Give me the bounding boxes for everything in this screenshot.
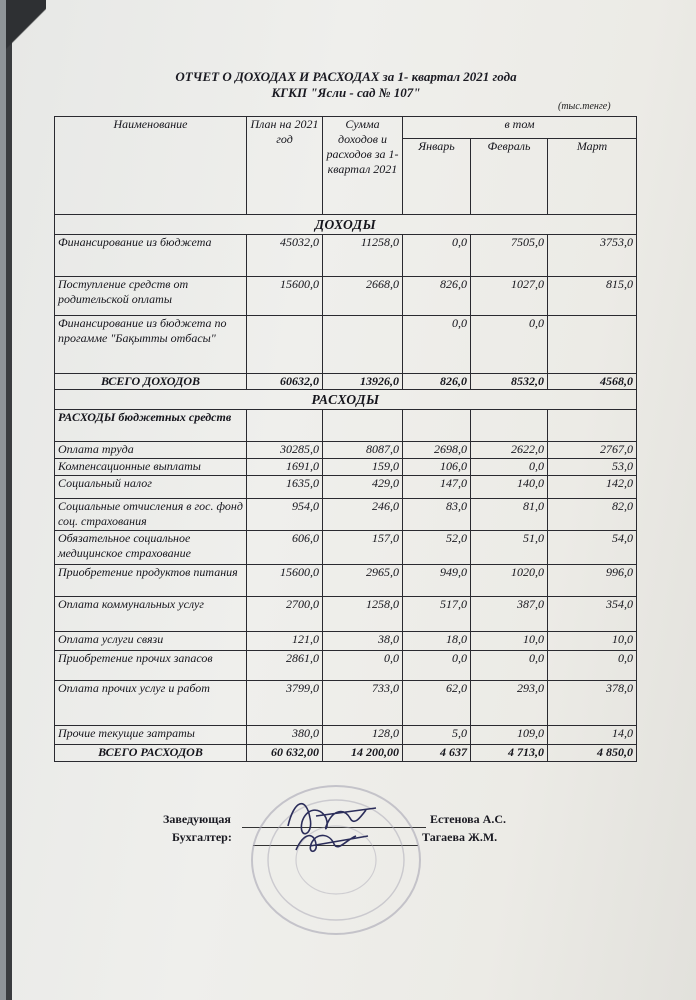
cell-mar: 54,0 xyxy=(548,531,637,565)
cell-plan: 2861,0 xyxy=(247,651,323,681)
cell-jan: 949,0 xyxy=(403,565,471,597)
cell-sum: 11258,0 xyxy=(323,235,403,277)
table-row xyxy=(55,316,637,374)
cell-mar: 4 850,0 xyxy=(548,745,637,762)
row-label: Оплата прочих услуг и работ xyxy=(55,681,247,726)
cell-mar: 82,0 xyxy=(548,499,637,531)
table-row xyxy=(55,632,637,651)
cell-sum: 157,0 xyxy=(323,531,403,565)
income-section-title: ДОХОДЫ xyxy=(55,215,637,235)
cell-plan: 1635,0 xyxy=(247,476,323,499)
cell-mar xyxy=(548,316,637,374)
cell-jan: 0,0 xyxy=(403,235,471,277)
cell-sum: 8087,0 xyxy=(323,442,403,459)
row-label: ВСЕГО ДОХОДОВ xyxy=(55,374,247,390)
cell-sum: 733,0 xyxy=(323,681,403,726)
cell-mar: 2767,0 xyxy=(548,442,637,459)
cell-mar: 142,0 xyxy=(548,476,637,499)
folded-corner xyxy=(6,0,46,60)
expense-subsection-title: РАСХОДЫ бюджетных средств xyxy=(55,410,247,442)
row-label: Оплата коммунальных услуг xyxy=(55,597,247,632)
row-label: Оплата труда xyxy=(55,442,247,459)
cell-mar: 4568,0 xyxy=(548,374,637,390)
income-total-row xyxy=(55,374,637,390)
cell-mar: 996,0 xyxy=(548,565,637,597)
row-label: Финансирование из бюджета по прогамме "Бақытты отбасы" xyxy=(55,316,247,374)
cell-plan: 15600,0 xyxy=(247,277,323,316)
cell-feb: 387,0 xyxy=(471,597,548,632)
cell-sum: 246,0 xyxy=(323,499,403,531)
row-label: Социальные отчисления в гос. фонд соц. страхования xyxy=(55,499,247,531)
cell-sum: 14 200,00 xyxy=(323,745,403,762)
row-label: Прочие текущие затраты xyxy=(55,726,247,745)
empty-cell xyxy=(403,410,471,442)
cell-sum: 13926,0 xyxy=(323,374,403,390)
accountant-label: Бухгалтер: xyxy=(172,830,232,844)
cell-feb: 2622,0 xyxy=(471,442,548,459)
cell-plan: 30285,0 xyxy=(247,442,323,459)
cell-jan: 826,0 xyxy=(403,374,471,390)
cell-plan: 3799,0 xyxy=(247,681,323,726)
table-row xyxy=(55,459,637,476)
table-row xyxy=(55,681,637,726)
cell-plan: 606,0 xyxy=(247,531,323,565)
expense-total-row xyxy=(55,745,637,762)
cell-jan: 0,0 xyxy=(403,651,471,681)
cell-feb: 7505,0 xyxy=(471,235,548,277)
cell-feb: 0,0 xyxy=(471,651,548,681)
cell-sum: 159,0 xyxy=(323,459,403,476)
cell-plan xyxy=(247,316,323,374)
cell-jan: 5,0 xyxy=(403,726,471,745)
cell-mar: 14,0 xyxy=(548,726,637,745)
cell-plan: 60632,0 xyxy=(247,374,323,390)
cell-mar: 3753,0 xyxy=(548,235,637,277)
organization-name: КГКП "Ясли - сад № 107" xyxy=(271,85,421,100)
cell-jan: 106,0 xyxy=(403,459,471,476)
row-label: Приобретение продуктов питания xyxy=(55,565,247,597)
cell-plan: 1691,0 xyxy=(247,459,323,476)
cell-mar: 815,0 xyxy=(548,277,637,316)
cell-plan: 60 632,00 xyxy=(247,745,323,762)
cell-feb: 8532,0 xyxy=(471,374,548,390)
header-plan: План на 2021 год xyxy=(247,117,323,215)
header-march: Март xyxy=(548,139,637,215)
cell-jan: 18,0 xyxy=(403,632,471,651)
cell-feb: 81,0 xyxy=(471,499,548,531)
table-row xyxy=(55,726,637,745)
cell-jan: 517,0 xyxy=(403,597,471,632)
cell-sum xyxy=(323,316,403,374)
cell-sum: 2965,0 xyxy=(323,565,403,597)
table-row xyxy=(55,235,637,277)
cell-jan: 2698,0 xyxy=(403,442,471,459)
head-label: Заведующая xyxy=(163,812,231,826)
cell-feb: 109,0 xyxy=(471,726,548,745)
empty-cell xyxy=(471,410,548,442)
table-row xyxy=(55,476,637,499)
cell-jan: 52,0 xyxy=(403,531,471,565)
cell-plan: 45032,0 xyxy=(247,235,323,277)
table-row xyxy=(55,565,637,597)
cell-sum: 128,0 xyxy=(323,726,403,745)
cell-jan: 62,0 xyxy=(403,681,471,726)
cell-feb: 140,0 xyxy=(471,476,548,499)
row-label: Приобретение прочих запасов xyxy=(55,651,247,681)
table-row xyxy=(55,442,637,459)
expense-section-title: РАСХОДЫ xyxy=(55,390,637,410)
units-note: (тыс.тенге) xyxy=(558,101,611,112)
cell-mar: 10,0 xyxy=(548,632,637,651)
cell-sum: 1258,0 xyxy=(323,597,403,632)
header-sum: Сумма доходов и расходов за 1- квартал 2021 xyxy=(323,117,403,215)
cell-feb: 1027,0 xyxy=(471,277,548,316)
cell-jan: 147,0 xyxy=(403,476,471,499)
cell-plan: 380,0 xyxy=(247,726,323,745)
cell-feb: 10,0 xyxy=(471,632,548,651)
report-title: ОТЧЕТ О ДОХОДАХ И РАСХОДАХ за 1- квартал 2021 года xyxy=(175,69,517,84)
header-january: Январь xyxy=(403,139,471,215)
cell-feb: 1020,0 xyxy=(471,565,548,597)
cell-feb: 51,0 xyxy=(471,531,548,565)
table-row xyxy=(55,499,637,531)
cell-feb: 0,0 xyxy=(471,459,548,476)
empty-cell xyxy=(247,410,323,442)
document-page xyxy=(6,0,696,1000)
table-row xyxy=(55,651,637,681)
cell-sum: 429,0 xyxy=(323,476,403,499)
empty-cell xyxy=(548,410,637,442)
row-label: Поступление средств от родительской оплаты xyxy=(55,277,247,316)
cell-jan: 83,0 xyxy=(403,499,471,531)
cell-sum: 38,0 xyxy=(323,632,403,651)
handwritten-signature xyxy=(276,788,386,863)
header-name: Наименование xyxy=(55,117,247,215)
cell-mar: 378,0 xyxy=(548,681,637,726)
cell-feb: 293,0 xyxy=(471,681,548,726)
row-label: Финансирование из бюджета xyxy=(55,235,247,277)
cell-jan: 4 637 xyxy=(403,745,471,762)
empty-cell xyxy=(323,410,403,442)
cell-plan: 121,0 xyxy=(247,632,323,651)
cell-plan: 2700,0 xyxy=(247,597,323,632)
header-including: в том xyxy=(403,117,637,139)
cell-plan: 15600,0 xyxy=(247,565,323,597)
cell-mar: 53,0 xyxy=(548,459,637,476)
row-label: Компенсационные выплаты xyxy=(55,459,247,476)
row-label: Обязательное социальное медицинское страхование xyxy=(55,531,247,565)
cell-feb: 4 713,0 xyxy=(471,745,548,762)
cell-jan: 0,0 xyxy=(403,316,471,374)
row-label: Оплата услуги связи xyxy=(55,632,247,651)
head-name: Естенова А.С. xyxy=(430,812,506,826)
table-row xyxy=(55,531,637,565)
table-row xyxy=(55,277,637,316)
accountant-name: Тагаева Ж.М. xyxy=(422,830,498,844)
cell-mar: 354,0 xyxy=(548,597,637,632)
cell-sum: 2668,0 xyxy=(323,277,403,316)
table-row xyxy=(55,597,637,632)
cell-feb: 0,0 xyxy=(471,316,548,374)
paper-shadow-edge xyxy=(6,0,12,1000)
row-label: Социальный налог xyxy=(55,476,247,499)
header-february: Февраль xyxy=(471,139,548,215)
cell-mar: 0,0 xyxy=(548,651,637,681)
cell-sum: 0,0 xyxy=(323,651,403,681)
row-label: ВСЕГО РАСХОДОВ xyxy=(55,745,247,762)
cell-plan: 954,0 xyxy=(247,499,323,531)
cell-jan: 826,0 xyxy=(403,277,471,316)
income-expense-table xyxy=(54,116,637,762)
